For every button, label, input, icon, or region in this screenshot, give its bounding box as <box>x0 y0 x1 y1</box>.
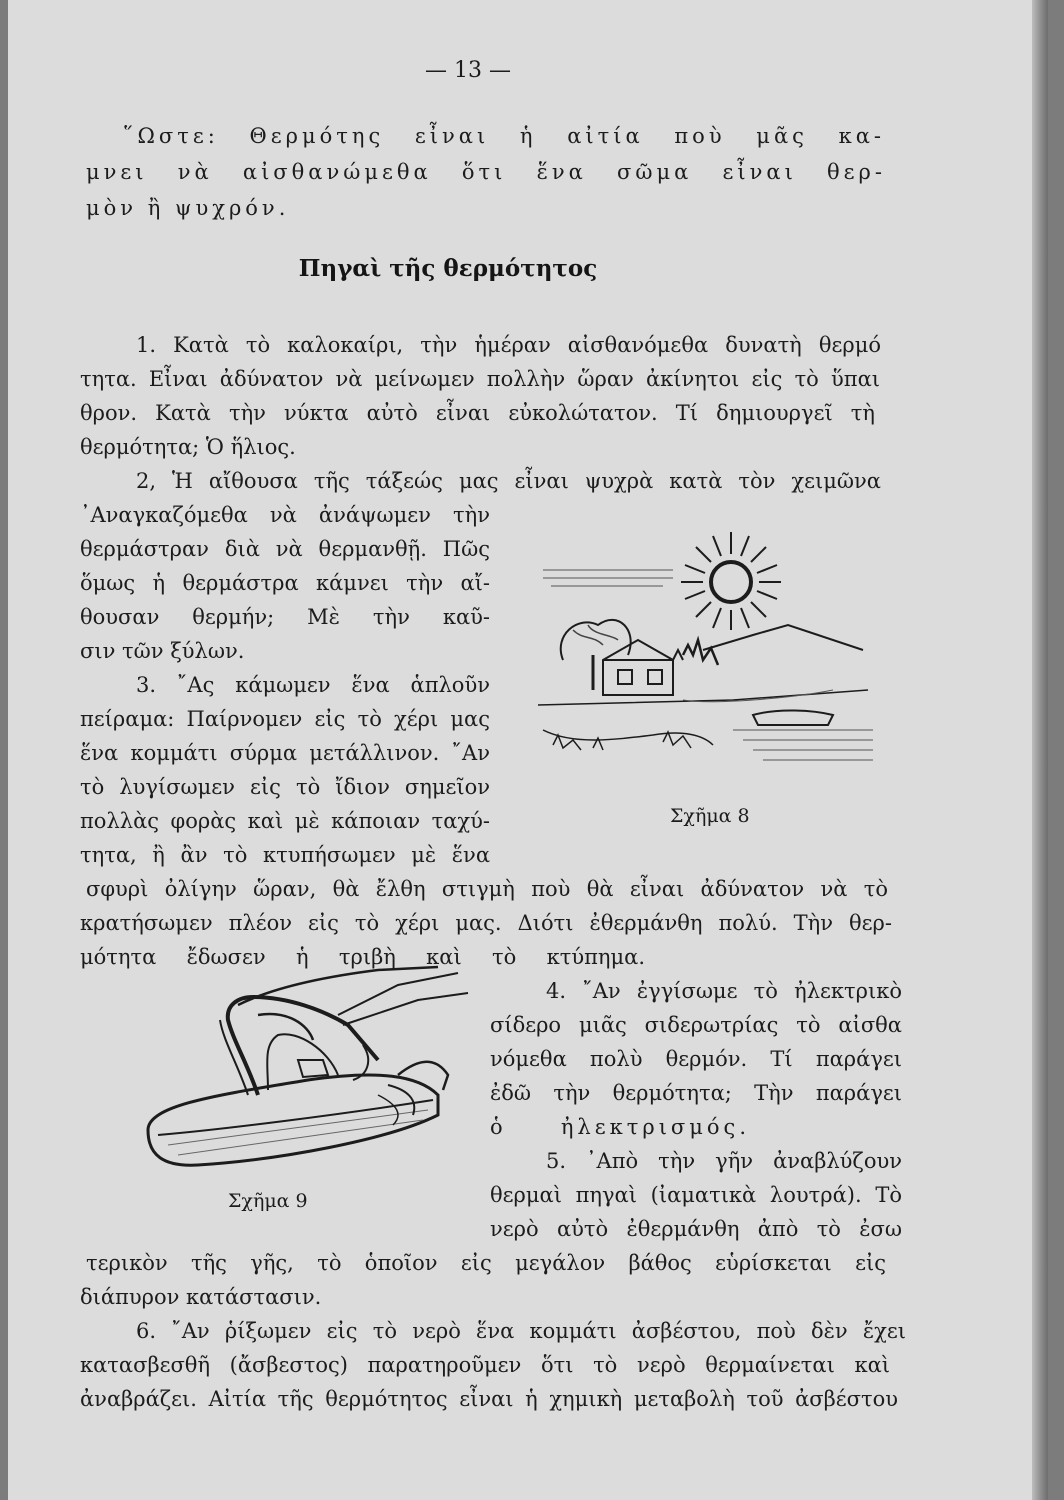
book-page <box>8 0 1048 1500</box>
electric-iron-icon <box>138 965 483 1190</box>
paragraph-line: ὁ ἠλεκτρισμός. <box>490 1115 750 1139</box>
sun-landscape-icon <box>533 530 878 780</box>
paragraph-line: θρον. Κατὰ τὴν νύκτα αὐτὸ εἶναι εὐκολώτατον. Τί δημιουργεῖ τὴ <box>80 401 875 425</box>
paragraph-line: 1. Κατὰ τὸ καλοκαίρι, τὴν ἡμέραν αἰσθανόμεθα δυνατὴ θερμό <box>136 333 881 357</box>
paragraph-line: σίδερο μιᾶς σιδερωτρίας τὸ αἰσθα <box>490 1013 902 1037</box>
paragraph-line: θερμάστραν διὰ νὰ θερμανθῇ. Πῶς <box>80 537 490 561</box>
paragraph-line: πολλὰς φορὰς καὶ μὲ κάποιαν ταχύ- <box>80 809 490 833</box>
paragraph-line: τητα. Εἶναι ἀδύνατον νὰ μείνωμεν πολλὴν ὥραν ἀκίνητοι εἰς τὸ ὕπαι <box>80 367 880 391</box>
paragraph-line: σφυρὶ ὀλίγην ὥραν, θὰ ἔλθη στιγμὴ ποὺ θὰ εἶναι ἀδύνατον νὰ τὸ <box>86 877 888 901</box>
paragraph-line: τερικὸν τῆς γῆς, τὸ ὁποῖον εἰς μεγάλον βάθος εὑρίσκεται εἰς <box>86 1251 886 1275</box>
paragraph-line: πείραμα: Παίρνομεν εἰς τὸ χέρι μας <box>80 707 490 731</box>
paragraph-line: ἕνα κομμάτι σύρμα μετάλλινον. ῎Αν <box>80 741 490 765</box>
paragraph-line: νερὸ αὐτὸ ἐθερμάνθη ἀπὸ τὸ ἐσω <box>490 1217 902 1241</box>
definition-line: ῞Ωστε: Θερμότης εἶναι ἡ αἰτία ποὺ μᾶς κα- <box>123 124 885 148</box>
paragraph-line: τὸ λυγίσωμεν εἰς τὸ ἴδιον σημεῖον <box>80 775 490 799</box>
paragraph-line: 6. ῎Αν ῥίξωμεν εἰς τὸ νερὸ ἕνα κομμάτι ἀσβέστου, ποὺ δὲν ἔχει <box>136 1319 906 1343</box>
definition-line: μνει νὰ αἰσθανώμεθα ὅτι ἕνα σῶμα εἶναι θερ- <box>86 160 886 184</box>
section-title: Πηγαὶ τῆς θερμότητος <box>298 255 598 282</box>
figure-9-caption: Σχῆμα 9 <box>228 1190 308 1212</box>
paragraph-line: 2, Ἡ αἴθουσα τῆς τάξεώς μας εἶναι ψυχρὰ κατὰ τὸν χειμῶνα <box>136 469 881 493</box>
paragraph-line: θερμότητα; Ὁ ἥλιος. <box>80 435 296 459</box>
paragraph-line: ᾿Αναγκαζόμεθα νὰ ἀνάψωμεν τὴν <box>80 503 490 527</box>
page-number: — 13 — <box>425 58 511 83</box>
page-spine-shadow <box>1032 0 1048 1500</box>
paragraph-line: 3. ῎Ας κάμωμεν ἕνα ἁπλοῦν <box>136 673 490 697</box>
paragraph-line: κρατήσωμεν πλέον εἰς τὸ χέρι μας. Διότι ἐθερμάνθη πολύ. Τὴν θερ- <box>80 911 892 935</box>
paragraph-line: μότητα ἔδωσεν ἡ τριβὴ καὶ τὸ κτύπημα. <box>80 945 645 969</box>
paragraph-line: 5. ᾿Απὸ τὴν γῆν ἀναβλύζουν <box>546 1149 902 1173</box>
definition-line: μὸν ἢ ψυχρόν. <box>86 196 290 220</box>
paragraph-line: ὅμως ἡ θερμάστρα κάμνει τὴν αἴ- <box>80 571 490 595</box>
paragraph-line: διάπυρον κατάστασιν. <box>80 1285 322 1309</box>
paragraph-line: θουσαν θερμήν; Μὲ τὴν καῦ- <box>80 605 490 629</box>
figure-8-caption: Σχῆμα 8 <box>670 805 750 827</box>
paragraph-line: νόμεθα πολὺ θερμόν. Τί παράγει <box>490 1047 902 1071</box>
paragraph-line: θερμαὶ πηγαὶ (ἰαματικὰ λουτρά). Τὸ <box>490 1183 902 1207</box>
paragraph-line: σιν τῶν ξύλων. <box>80 639 245 663</box>
paragraph-line: ἐδῶ τὴν θερμότητα; Τὴν παράγει <box>490 1081 902 1105</box>
paragraph-line: 4. ῎Αν ἐγγίσωμε τὸ ἠλεκτρικὸ <box>546 979 902 1003</box>
paragraph-line: ἀναβράζει. Αἰτία τῆς θερμότητος εἶναι ἡ χημικὴ μεταβολὴ τοῦ ἀσβέστου <box>80 1387 898 1411</box>
paragraph-line: τητα, ἢ ἂν τὸ κτυπήσωμεν μὲ ἕνα <box>80 843 490 867</box>
paragraph-line: κατασβεσθῆ (ἄσβεστος) παρατηροῦμεν ὅτι τὸ νερὸ θερμαίνεται καὶ <box>80 1353 890 1377</box>
